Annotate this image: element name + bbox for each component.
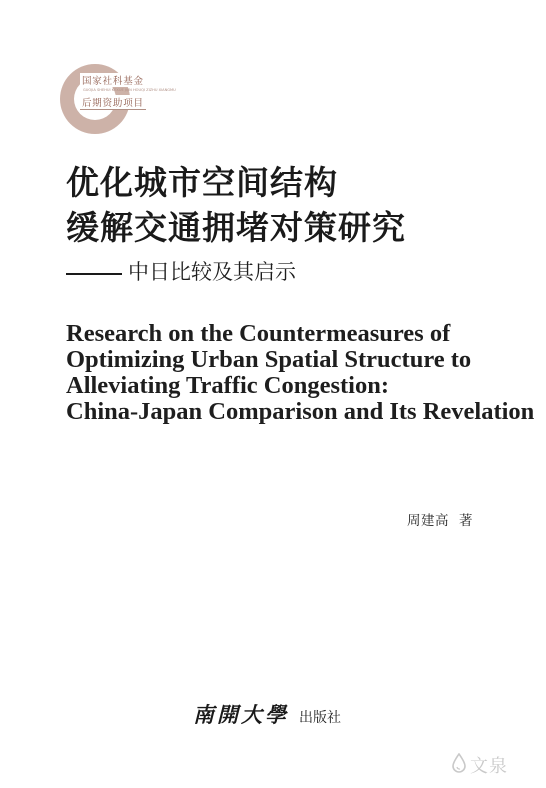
- title-en: [66, 321, 534, 425]
- title-cn-line-2: 缓解交通拥堵对策研究: [66, 208, 406, 247]
- watermark-text: 文泉: [470, 756, 508, 777]
- publisher-logo: 南開大學: [193, 702, 289, 727]
- emblem-line-1: 国家社科基金: [80, 73, 146, 87]
- author: [407, 509, 473, 529]
- droplet-icon: [451, 753, 467, 777]
- title-en-line-3: Alleviating Traffic Congestion:: [66, 372, 390, 399]
- title-en-line-2: Optimizing Urban Spatial Structure to: [66, 346, 472, 373]
- author-role: 著: [459, 513, 473, 529]
- watermark: [451, 752, 508, 778]
- title-en-line-4: China-Japan Comparison and Its Revelation: [66, 398, 535, 425]
- publisher: [193, 704, 341, 725]
- em-dash-rule: [66, 273, 122, 275]
- author-name: 周建高: [407, 513, 449, 529]
- title-cn-line-1: 优化城市空间结构: [66, 163, 338, 202]
- publisher-label: 出版社: [299, 710, 341, 726]
- emblem-line-2: 后期资助项目: [80, 95, 146, 110]
- subtitle-cn: 中日比较及其启示: [128, 260, 296, 284]
- title-en-line-1: Research on the Countermeasures of: [66, 320, 451, 347]
- emblem-pinyin: GUOJIA SHEHUI KEXUE JIJIN HOUQI ZIZHU XIANGMU: [83, 88, 176, 92]
